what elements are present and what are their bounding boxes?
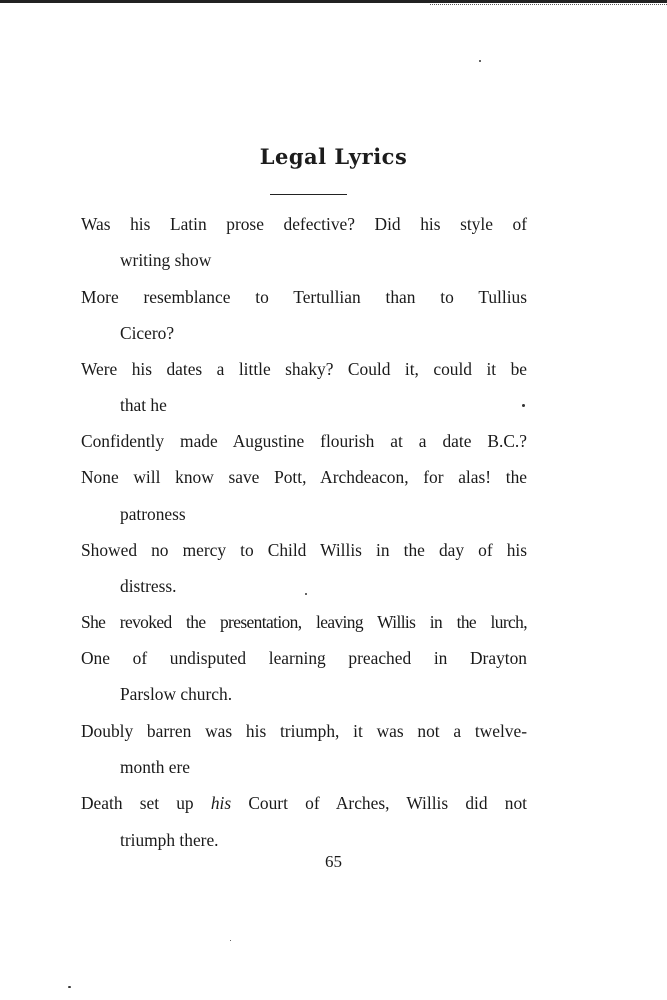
print-speck	[522, 404, 525, 407]
poem-line-continuation: that he	[120, 395, 167, 415]
line-text: Death set up	[81, 793, 211, 813]
poem-line-continuation: writing show	[120, 250, 212, 270]
poem-line: Doubly barren was his triumph, it was not a twelve-	[81, 721, 527, 741]
emphasis-text: his	[210, 793, 232, 813]
poem-line: Showed no mercy to Child Willis in the day of his	[81, 540, 527, 560]
line-text: Court of Arches, Willis did not	[231, 793, 527, 813]
poem-line-continuation: patroness	[120, 504, 186, 524]
poem-line: Was his Latin prose defective? Did his style of	[81, 214, 527, 234]
poem-line: She revoked the presentation, leaving Willis in the lurch,	[81, 612, 527, 632]
poem-line: One of undisputed learning preached in Drayton	[81, 648, 527, 668]
poem-line-continuation: Cicero?	[120, 323, 175, 343]
poem-line: Were his dates a little shaky? Could it, could it be	[81, 359, 527, 379]
poem-line: Confidently made Augustine flourish at a date B.C.?	[81, 431, 527, 451]
print-speck	[305, 593, 307, 595]
poem-line-continuation: month ere	[120, 757, 191, 777]
poem-line-last	[81, 792, 527, 814]
poem-line: None will know save Pott, Archdeacon, for alas! the	[81, 467, 527, 487]
poem-line-continuation: triumph there.	[120, 830, 219, 850]
poem-line: More resemblance to Tertullian than to Tullius	[81, 287, 527, 307]
poem-line-continuation: distress.	[120, 576, 177, 596]
title-underline	[270, 194, 347, 195]
page-number: 65	[325, 852, 342, 871]
print-speck	[68, 986, 71, 988]
poem-line-continuation: Parslow church.	[120, 684, 233, 704]
top-dotted-rule	[430, 4, 667, 6]
page-title: Legal Lyrics	[259, 144, 408, 169]
top-border-rule	[0, 0, 667, 3]
print-speck	[230, 940, 231, 941]
print-speck	[479, 60, 481, 62]
